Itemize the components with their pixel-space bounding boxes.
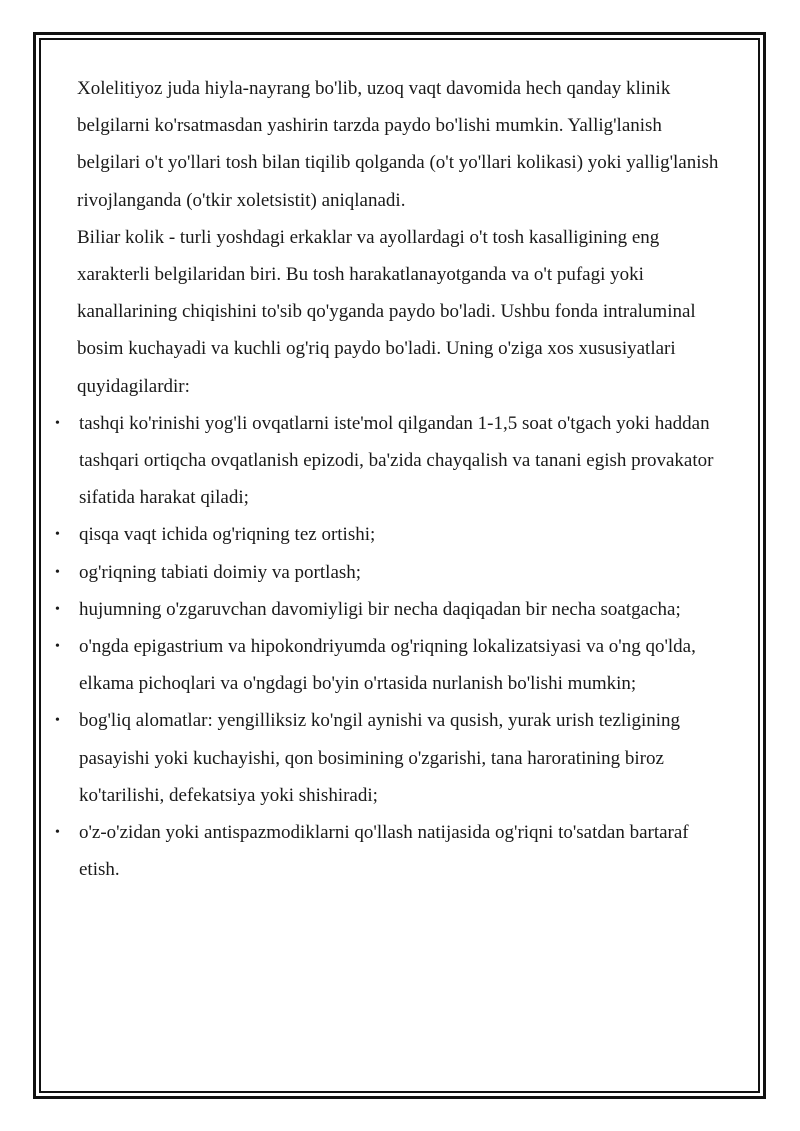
list-item (55, 516, 727, 553)
bullet-icon: • (55, 639, 60, 655)
list-item-text: tashqi ko'rinishi yog'li ovqatlarni iste'mol qilgandan 1-1,5 soat o'tgach yoki haddan tashqari ortiqcha ovqatlanish epizodi, ba'zida chayqalish va tanani egish provakator sifatida harakat qiladi; (79, 412, 714, 509)
bullet-icon: • (55, 825, 60, 841)
list-item (55, 554, 727, 591)
list-item-text: og'riqning tabiati doimiy va portlash; (79, 561, 362, 583)
list-item (55, 814, 727, 888)
list-item (55, 591, 727, 628)
list-item-text: hujumning o'zgaruvchan davomiyligi bir necha daqiqadan bir necha soatgacha; (79, 598, 681, 620)
list-item (55, 628, 727, 702)
list-item (55, 405, 727, 517)
list-item-text: o'ngda epigastrium va hipokondriyumda og'riqning lokalizatsiyasi va o'ng qo'lda, elkama pichoqlari va o'ngdagi bo'yin o'rtasida nurlanish bo'lishi mumkin; (79, 636, 696, 695)
bullet-icon: • (55, 601, 60, 617)
bullet-icon: • (55, 527, 60, 543)
paragraph-biliary-colic: Biliar kolik - turli yoshdagi erkaklar va ayollardagi o't tosh kasalligining eng xarakterli belgilaridan biri. Bu tosh harakatlanayotganda va o't pufagi yoki kanallarining chiqishini to'sib qo'yganda paydo bo'ladi. Ushbu fonda intraluminal bosim kuchayadi va kuchli og'riq paydo bo'ladi. Uning o'ziga xos xususiyatlari quyidagilardir: (77, 226, 696, 397)
list-item-text: qisqa vaqt ichida og'riqning tez ortishi; (79, 524, 376, 546)
list-item-text: o'z-o'zidan yoki antispazmodiklarni qo'llash natijasida og'riqni to'satdan bartaraf etish. (79, 822, 689, 881)
bullet-icon: • (55, 564, 60, 580)
paragraph-intro: Xolelitiyoz juda hiyla-nayrang bo'lib, uzoq vaqt davomida hech qanday klinik belgilarni ko'rsatmasdan yashirin tarzda paydo bo'lishi mumkin. Yallig'lanish belgilari o't yo'llari tosh bilan tiqilib qolganda (o't yo'llari kolikasi) yoki yallig'lanish rivojlanganda (o'tkir xoletsistit) aniqlanadi. (77, 78, 719, 211)
list-item-text: bog'liq alomatlar: yengilliksiz ko'ngil aynishi va qusish, yurak urish tezligining pasayishi yoki kuchayishi, qon bosimining o'zgarishi, tana haroratining biroz ko'tarilishi, defekatsiya yoki shishiradi; (79, 710, 681, 806)
symptom-list (55, 405, 727, 889)
bullet-icon: • (55, 415, 60, 431)
document-body (55, 70, 727, 888)
bullet-icon: • (55, 713, 60, 729)
list-item (55, 702, 727, 814)
